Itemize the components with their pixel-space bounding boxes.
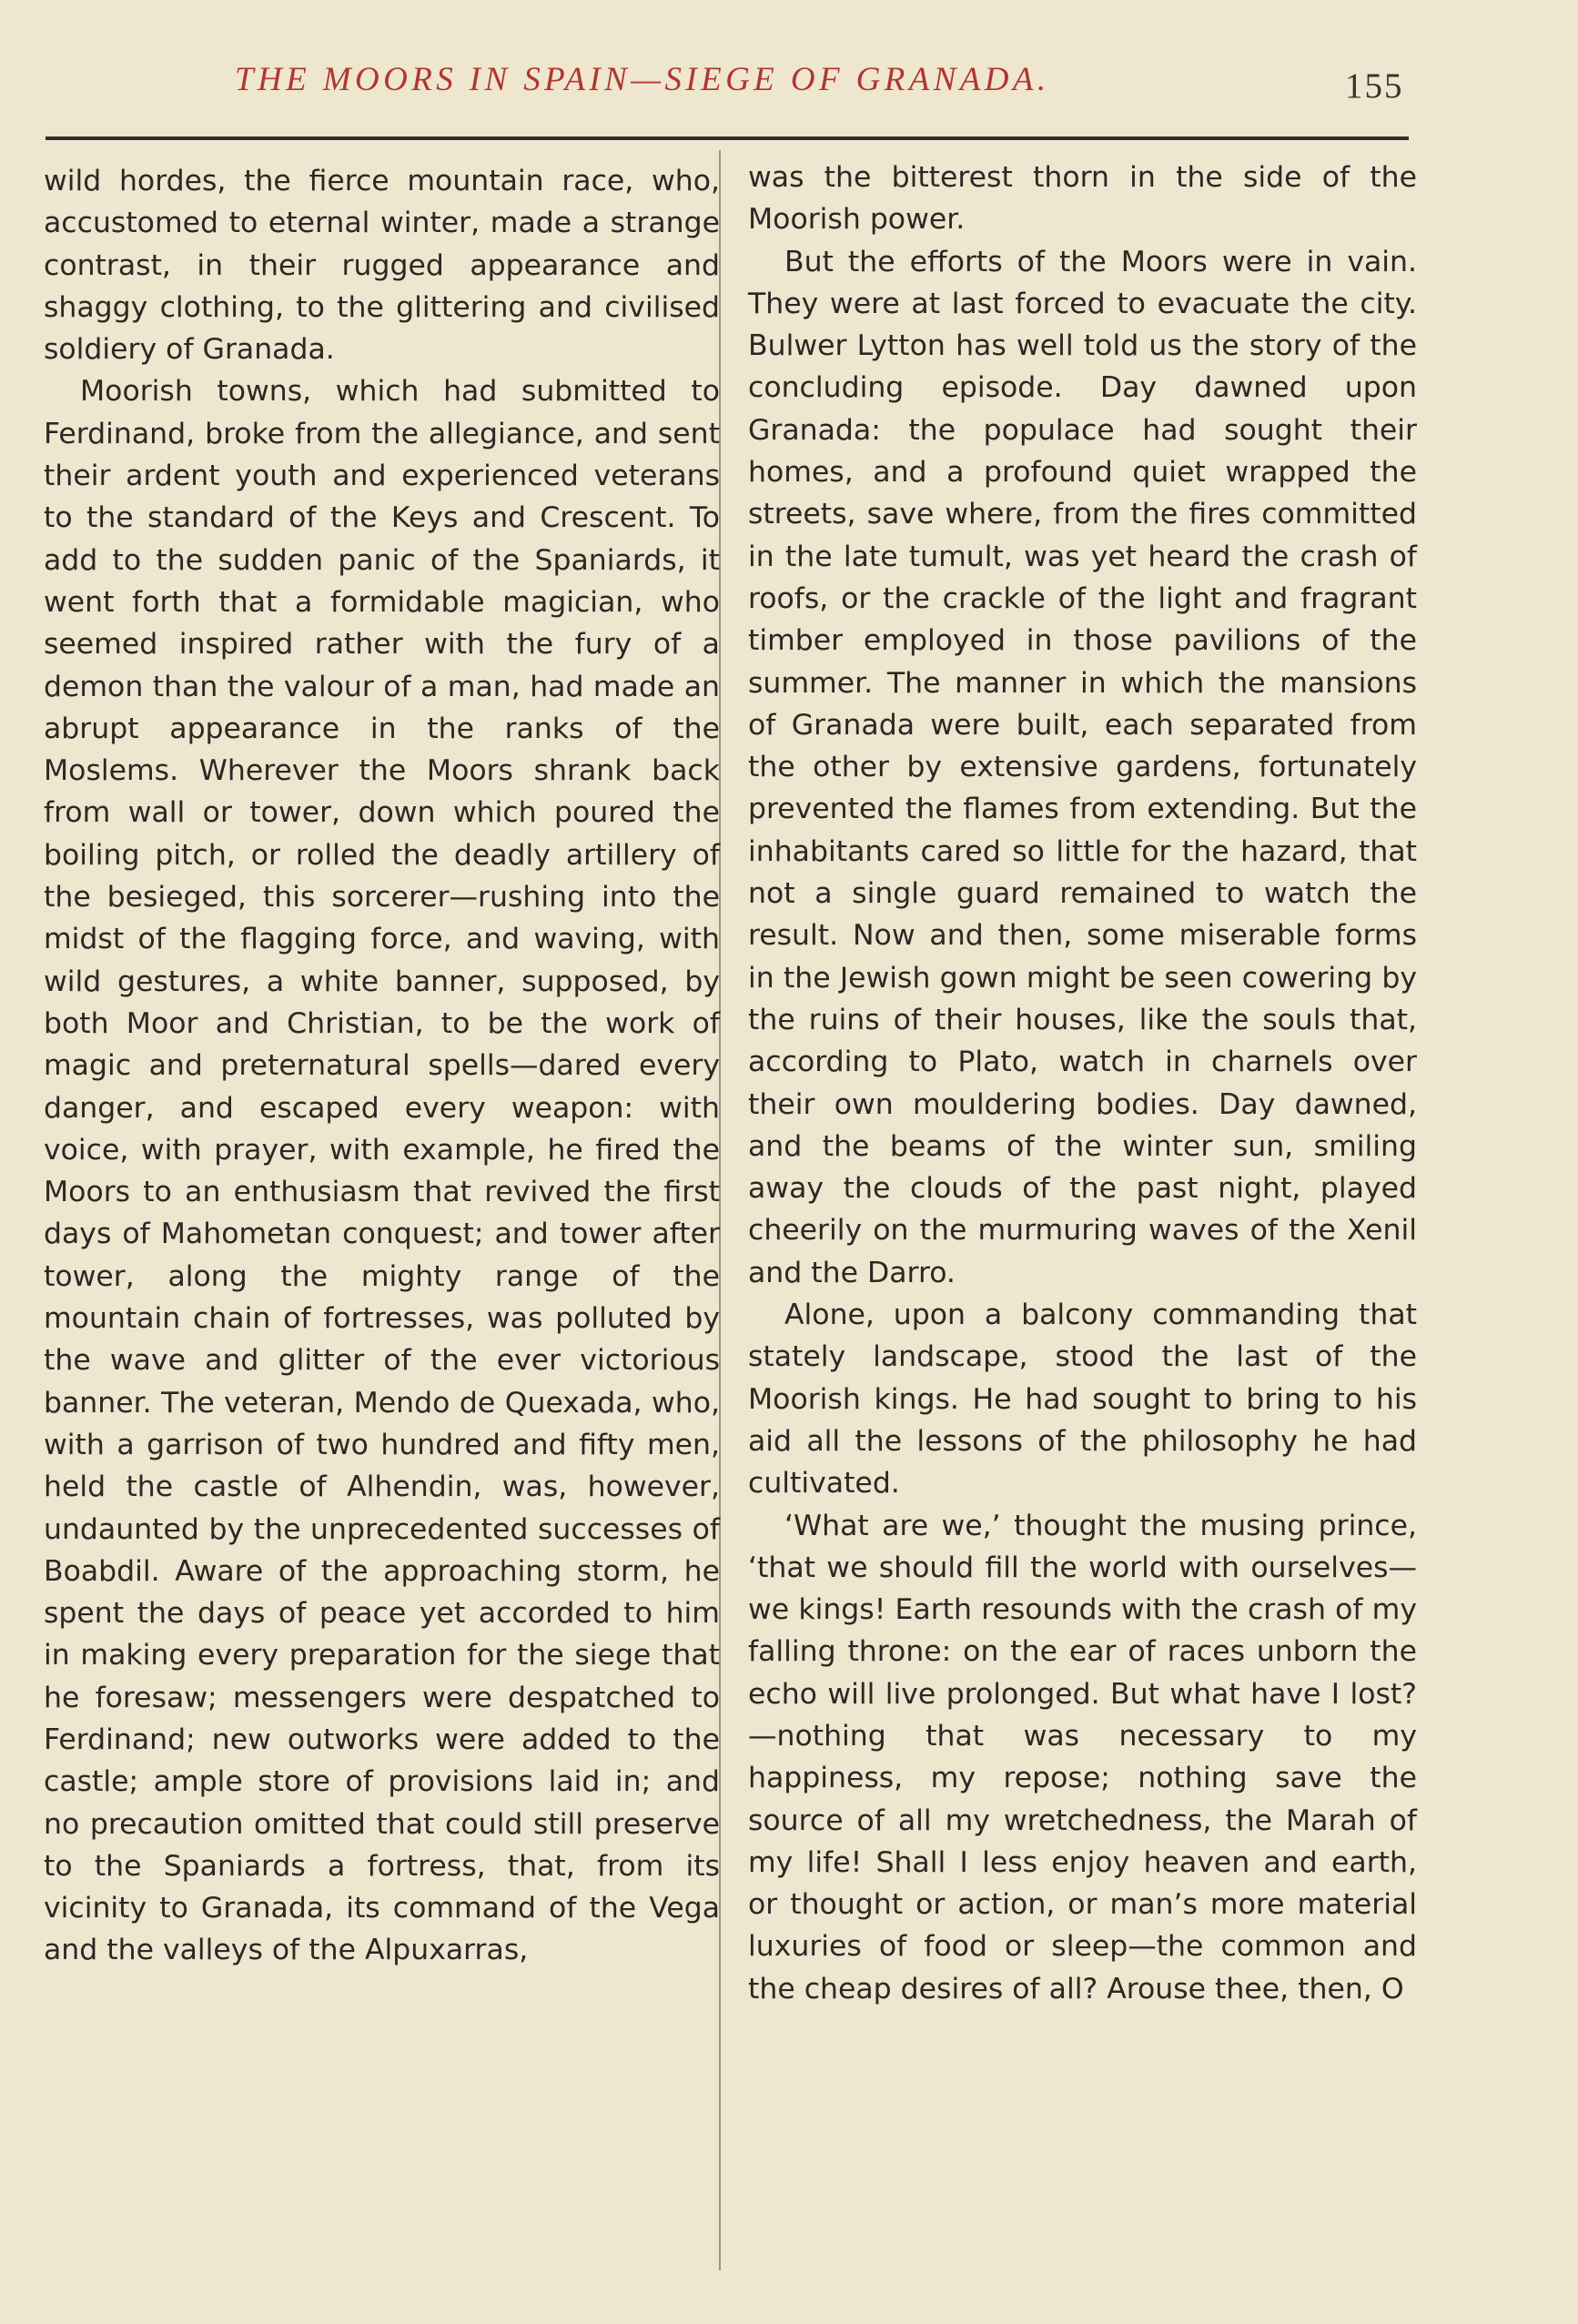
- running-head: [0, 60, 1578, 115]
- right-column: [748, 157, 1417, 2010]
- paragraph: Moorish towns, which had submitted to Ferdinand, broke from the allegiance, and sent their ardent youth and experienced veterans to the standard of the Keys and Crescent. To add to the sudden panic of the Spaniards, it went forth that a formidable magician, who seemed inspired rather with the fury of a demon than the valour of a man, had made an abrupt appearance in the ranks of the Moslems. Wherever the Moors shrank back from wall or tower, down which poured the boiling pitch, or rolled the deadly artillery of the besieged, this sorcerer—rushing into the midst of the flagging force, and waving, with wild gestures, a white banner, supposed, by both Moor and Christian, to be the work of magic and preternatural spells—dared every danger, and escaped every weapon: with voice, with prayer, with example, he fired the Moors to an enthusiasm that revived the first days of Mahometan conquest; and tower after tower, along the mighty range of the mountain chain of fortresses, was polluted by the wave and glitter of the ever victorious banner. The veteran, Mendo de Quexada, who, with a garrison of two hundred and fifty men, held the castle of Alhendin, was, however, undaunted by the unprecedented successes of Boabdil. Aware of the approaching storm, he spent the days of peace yet accorded to him in making every preparation for the siege that he foresaw; messengers were despatched to Ferdinand; new outworks were added to the castle; ample store of provisions laid in; and no precaution omitted that could still preserve to the Spaniards a fortress, that, from its vicinity to Granada, its command of the Vega and the valleys of the Alpuxarras,: [44, 375, 720, 1967]
- paragraph: But the efforts of the Moors were in vain. They were at last forced to evacuate the city. Bulwer Lytton has well told us the story of the concluding episode. Day dawned upon Granada: the populace had sought their homes, and a profound quiet wrapped the streets, save where, from the fires committed in the late tumult, was yet heard the crash of roofs, or the crackle of the light and fragrant timber employed in those pavilions of the summer. The manner in which the mansions of Granada were built, each separated from the other by extensive gardens, fortunately prevented the flames from extending. But the inhabitants cared so little for the hazard, that not a single guard remained to watch the result. Now and then, some miserable forms in the Jewish gown might be seen cowering by the ruins of their houses, like the souls that, according to Plato, watch in charnels over their own mouldering bodies. Day dawned, and the beams of the winter sun, smiling away the clouds of the past night, played cheerily on the murmuring waves of the Xenil and the Darro.: [748, 245, 1417, 1289]
- paragraph: was the bitterest thorn in the side of the Moorish power.: [748, 161, 1417, 237]
- running-title: THE MOORS IN SPAIN—SIEGE OF GRANADA.: [235, 61, 1050, 98]
- header-rule: [46, 136, 1409, 140]
- left-column: [44, 160, 720, 1972]
- paragraph: ‘What are we,’ thought the musing prince, ‘that we should fill the world with ourselves—we kings! Earth resounds with the crash of my falling throne: on the ear of races unborn the echo will live prolonged. But what have I lost?—nothing that was necessary to my happiness, my repose; nothing save the source of all my wretchedness, the Marah of my life! Shall I less enjoy heaven and earth, or thought or action, or man’s more material luxuries of food or sleep—the common and the cheap desires of all? Arouse thee, then, O: [748, 1509, 1417, 2006]
- page-number: 155: [1345, 66, 1404, 106]
- paragraph: Alone, upon a balcony commanding that stately landscape, stood the last of the Moorish kings. He had sought to bring to his aid all the lessons of the philosophy he had cultivated.: [748, 1298, 1417, 1500]
- paragraph: wild hordes, the fierce mountain race, who, accustomed to eternal winter, made a strange contrast, in their rugged appearance and shaggy clothing, to the glittering and civilised soldiery of Granada.: [44, 165, 720, 367]
